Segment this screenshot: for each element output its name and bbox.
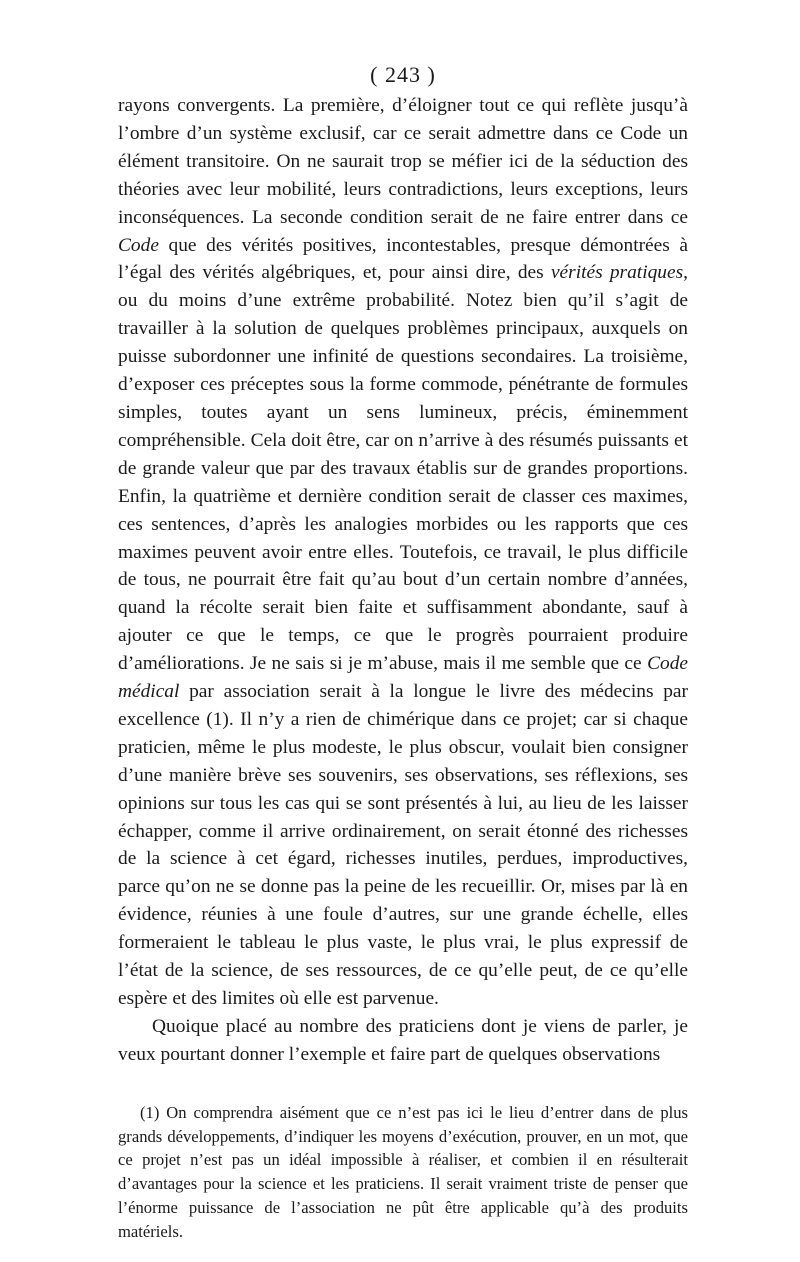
italic-code-medical: Code médical	[118, 653, 688, 703]
italic-code: Code	[118, 234, 159, 256]
page-number: ( 243 )	[370, 62, 436, 87]
italic-verites-pratiques: vérités pratiques	[550, 262, 684, 284]
paragraph-1	[118, 92, 688, 1013]
text-run: rayons convergents. La première, d’éloigner tout ce qui reflète jusqu’à l’ombre d’un système exclusif, car ce serait admettre dans ce Code un élément transitoire. On ne saurait trop se méfier ici de la séduction des théories avec leur mobilité, leurs contradictions, leurs exceptions, leurs inconséquences. La seconde condition serait de ne faire entrer dans ce	[118, 95, 688, 228]
book-page	[118, 60, 688, 1244]
footnote-1: (1) On comprendra aisément que ce n’est pas ici le lieu d’entrer dans de plus grands développements, d’indiquer les moyens d’exécution, prouver, en un mot, que ce projet n’est pas un idéal impossible à réaliser, et combien il en résulterait d’avantages pour la science et les praticiens. Il serait vraiment triste de penser que l’énorme puissance de l’association ne pût être applicable qu’à des produits matériels.	[118, 1102, 688, 1241]
text-run: , ou du moins d’une extrême probabilité. Notez bien qu’il s’agit de travailler à la solution de quelques problèmes principaux, auxquels on puisse subordonner une infinité de questions secondaires. La troisième, d’exposer ces préceptes sous la forme commode, pénétrante de formules simples, toutes ayant un sens lumineux, précis, éminemment compréhensible. Cela doit être, car on n’arrive à des résumés puissants et de grande valeur que par des travaux établis sur de grandes proportions. Enfin, la quatrième et dernière condition serait de classer ces maximes, ces sentences, d’après les analogies morbides ou les rapports que ces maximes peuvent avoir entre elles. Toutefois, ce travail, le plus difficile de tous, ne pourrait être fait qu’au bout d’un certain nombre d’années, quand la récolte serait bien faite et suffisamment abondante, sauf à ajouter ce que le temps, ce que le progrès pourraient produire d’améliorations. Je ne sais si je m’abuse, mais il me semble que ce	[118, 262, 688, 675]
main-text	[118, 92, 688, 1069]
paragraph-2: Quoique placé au nombre des praticiens dont je viens de parler, je veux pourtant donner l’exemple et faire part de quelques observations	[118, 1015, 688, 1065]
text-run: que des vérités positives, incontestables, presque démontrées à l’égal des vérités algébriques, et, pour ainsi dire, des	[118, 234, 688, 284]
text-run: par association serait à la longue le livre des médecins par excellence (1). Il n’y a rien de chimérique dans ce projet; car si chaque praticien, même le plus modeste, le plus obscur, voulait bien consigner d’une manière brève ses souvenirs, ses observations, ses réflexions, ses opinions sur tous les cas qui se sont présentés à lui, au lieu de les laisser échapper, comme il arrive ordinairement, on serait étonné des richesses de la science à cet égard, richesses inutiles, perdues, improductives, parce qu’on ne se donne pas la peine de les recueillir. Or, mises par là en évidence, réunies à une foule d’autres, sur une grande échelle, elles formeraient le tableau le plus vaste, le plus vrai, le plus expressif de l’état de la science, de ses ressources, de ce qu’elle peut, de ce qu’elle espère et des limites où elle est parvenue.	[118, 681, 688, 1009]
